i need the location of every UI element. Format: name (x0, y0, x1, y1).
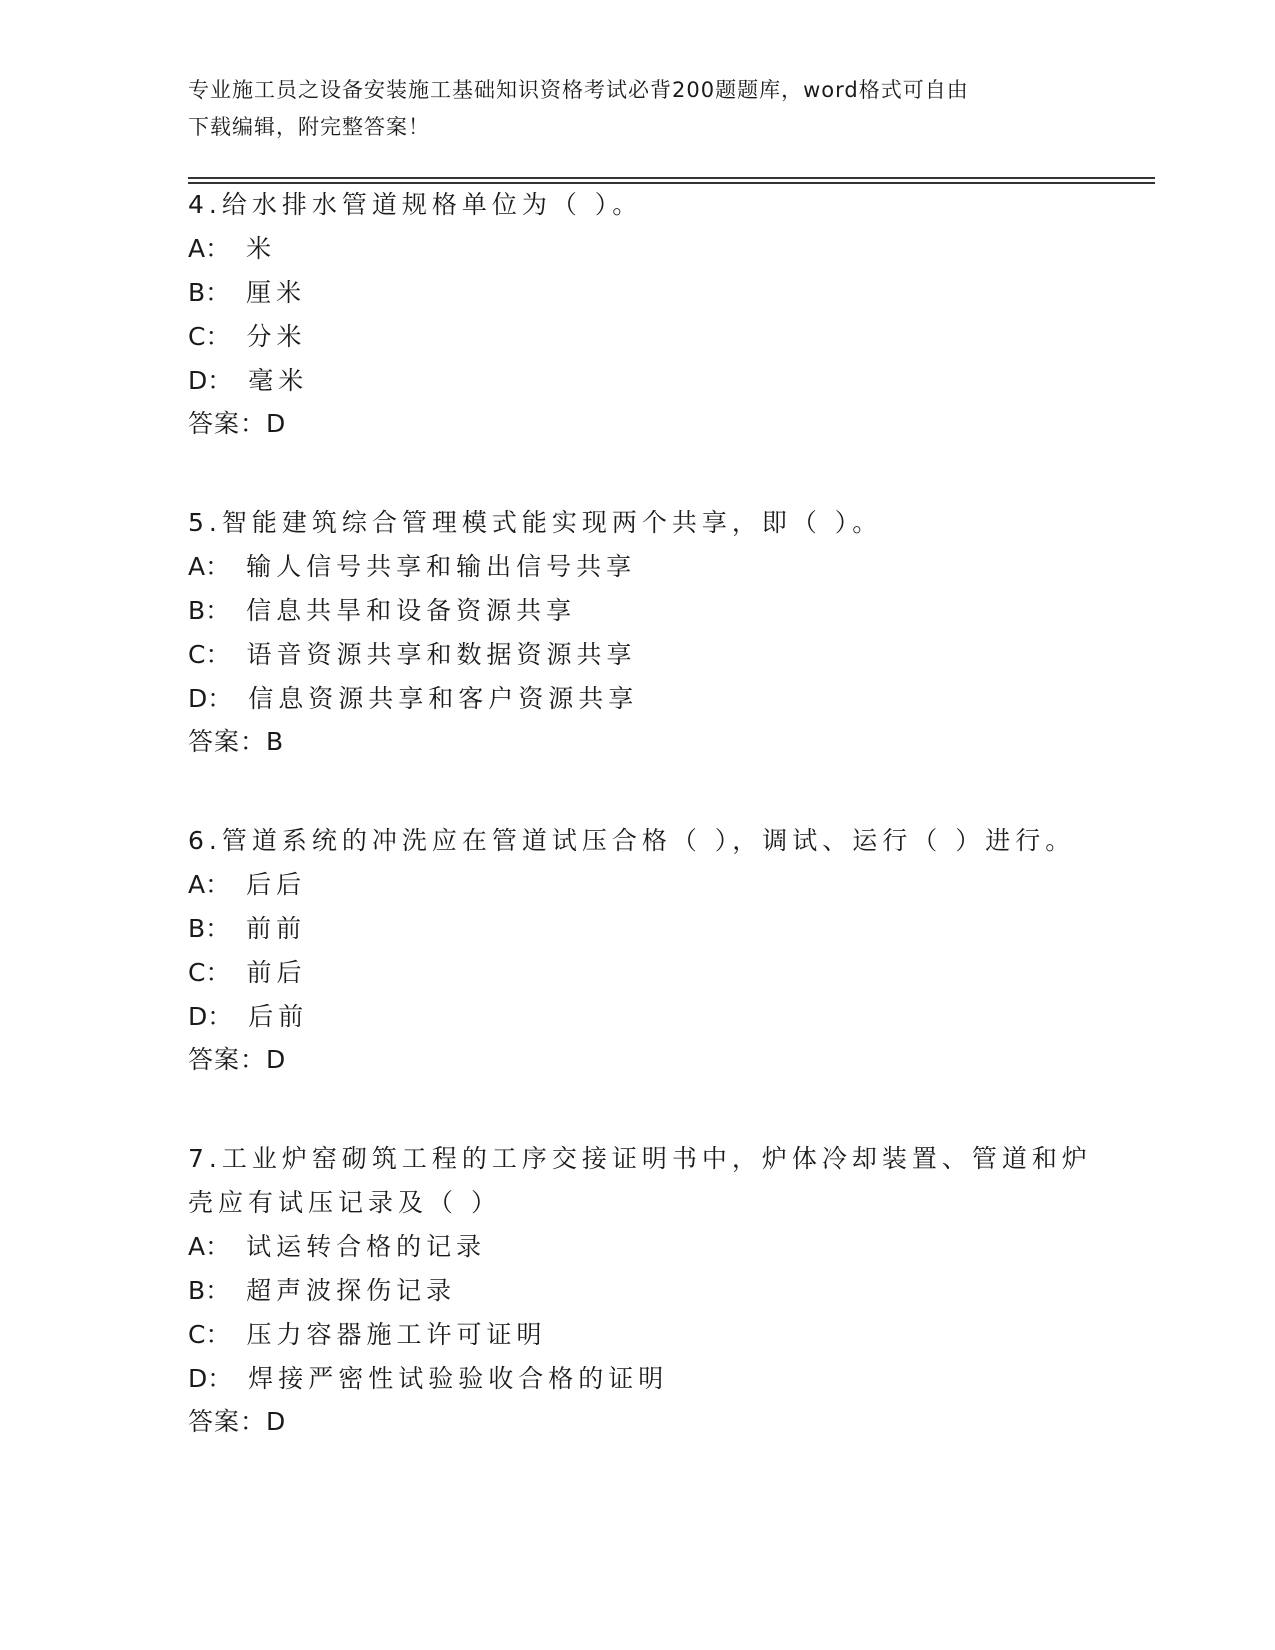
option-letter: C： (188, 640, 231, 669)
option-text: 超声波探伤记录 (246, 1276, 457, 1305)
question-7-option-a (188, 1230, 486, 1264)
option-text: 焊接严密性试验验收合格的证明 (248, 1364, 669, 1393)
question-5-option-b (188, 594, 576, 628)
header-line-2: 下载编辑，附完整答案！ (188, 115, 430, 139)
option-text: 前前 (246, 914, 307, 943)
option-text: 压力容器施工许可证明 (246, 1320, 547, 1349)
question-4-answer: 答案：D (188, 409, 287, 438)
question-5-answer: 答案：B (188, 727, 285, 756)
question-7-stem-continued: 壳应有试压记录及（ ） (188, 1188, 501, 1217)
option-letter: D： (188, 1002, 233, 1031)
question-7-option-b (188, 1274, 456, 1308)
option-text: 后后 (246, 870, 307, 899)
option-letter: A： (188, 552, 231, 581)
option-text: 前后 (246, 958, 307, 987)
option-text: 信息资源共享和客户资源共享 (248, 684, 639, 713)
question-6-option-b (188, 912, 306, 946)
option-letter: C： (188, 1320, 231, 1349)
question-4-option-c (188, 320, 306, 354)
option-text: 信息共旱和设备资源共享 (246, 596, 577, 625)
question-6-option-d (188, 1000, 308, 1034)
question-4-option-b (188, 276, 306, 310)
question-5-option-d (188, 682, 638, 716)
option-letter: D： (188, 684, 233, 713)
option-text: 试运转合格的记录 (246, 1232, 487, 1261)
option-letter: C： (188, 958, 231, 987)
question-7-stem: 7.工业炉窑砌筑工程的工序交接证明书中，炉体冷却装置、管道和炉 (188, 1144, 1092, 1173)
question-7-option-d (188, 1362, 668, 1396)
question-5-option-c (188, 638, 636, 672)
option-letter: A： (188, 870, 231, 899)
question-5-option-a (188, 550, 636, 584)
option-text: 语音资源共享和数据资源共享 (246, 640, 637, 669)
option-text: 毫米 (248, 366, 309, 395)
option-letter: C： (188, 322, 231, 351)
option-text: 厘米 (246, 278, 307, 307)
option-text: 米 (246, 234, 277, 263)
question-6-answer: 答案：D (188, 1045, 287, 1074)
option-text: 后前 (248, 1002, 309, 1031)
question-6-stem: 6.管道系统的冲洗应在管道试压合格（ ），调试、运行（ ）进行。 (188, 826, 1076, 855)
option-text: 输人信号共享和输出信号共享 (246, 552, 637, 581)
option-letter: A： (188, 234, 231, 263)
question-6-option-c (188, 956, 306, 990)
question-6-option-a (188, 868, 306, 902)
option-letter: D： (188, 366, 233, 395)
question-7-answer: 答案：D (188, 1407, 287, 1436)
option-letter: D： (188, 1364, 233, 1393)
option-letter: B： (188, 596, 231, 625)
question-4-option-a (188, 232, 276, 266)
option-letter: B： (188, 914, 231, 943)
header-line-1: 专业施工员之设备安装施工基础知识资格考试必背200题题库，word格式可自由 (188, 78, 969, 102)
option-letter: A： (188, 1232, 231, 1261)
header-divider-bottom (188, 182, 1155, 184)
option-letter: B： (188, 1276, 231, 1305)
header-divider-top (188, 177, 1155, 179)
question-7-option-c (188, 1318, 546, 1352)
option-text: 分米 (246, 322, 307, 351)
question-4-option-d (188, 364, 308, 398)
option-letter: B： (188, 278, 231, 307)
question-4-stem: 4.给水排水管道规格单位为（ ）。 (188, 190, 643, 219)
question-5-stem: 5.智能建筑综合管理模式能实现两个共享，即（ ）。 (188, 508, 883, 537)
document-header (188, 72, 1068, 146)
